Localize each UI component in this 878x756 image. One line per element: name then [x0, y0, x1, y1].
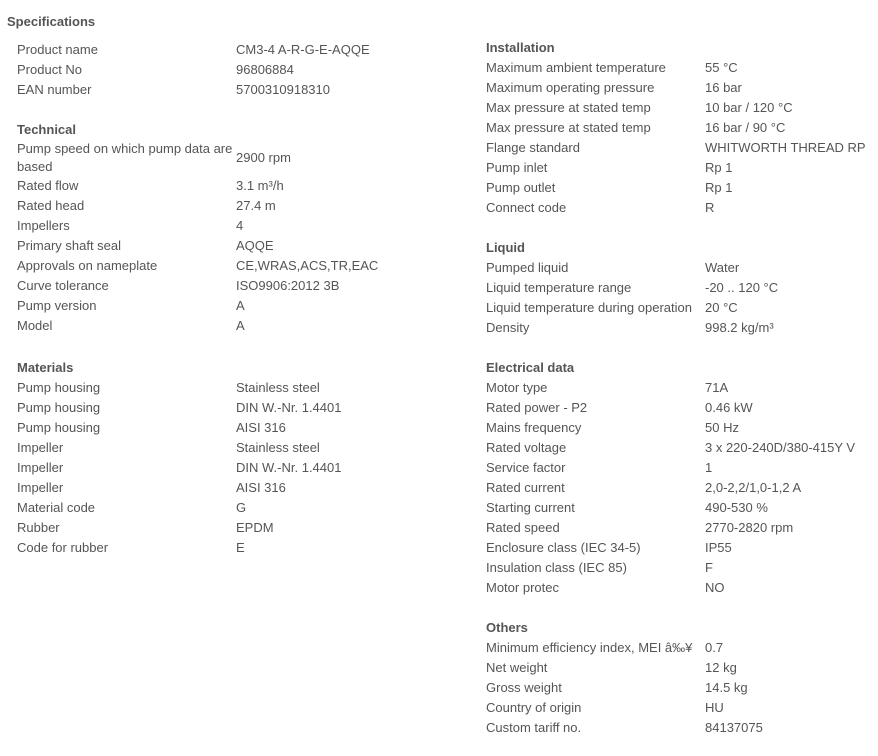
- spec-value: 1: [705, 460, 713, 475]
- spec-row: [486, 398, 876, 418]
- spec-row: [17, 216, 467, 236]
- spec-label: Impeller: [17, 440, 64, 455]
- spec-value: CE,WRAS,ACS,TR,EAC: [236, 258, 379, 273]
- section-title-liquid: Liquid: [486, 240, 525, 255]
- spec-row: [17, 296, 467, 316]
- spec-label: EAN number: [17, 82, 92, 97]
- spec-label: Net weight: [486, 660, 548, 675]
- spec-value: 10 bar / 120 °C: [705, 100, 793, 115]
- spec-label: Liquid temperature range: [486, 280, 632, 295]
- spec-label: Gross weight: [486, 680, 562, 695]
- spec-value: -20 .. 120 °C: [705, 280, 779, 295]
- spec-value: 16 bar: [705, 80, 742, 95]
- spec-row: [486, 698, 876, 718]
- spec-row: [486, 78, 876, 98]
- spec-value: Water: [705, 260, 740, 275]
- spec-label: Enclosure class (IEC 34-5): [486, 540, 641, 555]
- spec-table-materials: [17, 378, 467, 558]
- spec-table-electrical: [486, 378, 876, 598]
- spec-value: 3 x 220-240D/380-415Y V: [705, 440, 856, 455]
- spec-label: Primary shaft seal: [17, 238, 122, 253]
- spec-label: Material code: [17, 500, 96, 515]
- spec-row: [486, 458, 876, 478]
- spec-row: [486, 418, 876, 438]
- spec-row: [17, 236, 467, 256]
- spec-value: 14.5 kg: [705, 680, 748, 695]
- spec-row: [486, 198, 876, 218]
- section-materials: [17, 358, 467, 558]
- spec-label: Pumped liquid: [486, 260, 569, 275]
- spec-row: [17, 80, 467, 100]
- spec-row: [17, 478, 467, 498]
- spec-value: G: [236, 500, 247, 515]
- spec-row: [486, 258, 876, 278]
- spec-row: [17, 316, 467, 336]
- spec-label: Service factor: [486, 460, 566, 475]
- spec-value: ISO9906:2012 3B: [236, 278, 340, 293]
- section-title-electrical: Electrical data: [486, 360, 575, 375]
- spec-label: Pump housing: [17, 400, 101, 415]
- spec-label: Minimum efficiency index, MEI â‰¥: [486, 640, 693, 655]
- section-title-others: Others: [486, 620, 528, 635]
- spec-label: Pump version: [17, 298, 97, 313]
- spec-label: Curve tolerance: [17, 278, 109, 293]
- spec-row: [17, 518, 467, 538]
- spec-row: [486, 298, 876, 318]
- spec-label: Rated voltage: [486, 440, 567, 455]
- spec-label: Motor protec: [486, 580, 559, 595]
- spec-value: Rp 1: [705, 180, 733, 195]
- section-title-technical: Technical: [17, 122, 77, 137]
- spec-row: [17, 256, 467, 276]
- spec-table-liquid: [486, 258, 876, 338]
- spec-label: Rated flow: [17, 178, 79, 193]
- spec-row: [486, 518, 876, 538]
- spec-row: [17, 176, 467, 196]
- spec-table-installation: [486, 58, 876, 218]
- section-general: [17, 40, 467, 100]
- spec-value: Stainless steel: [236, 440, 320, 455]
- spec-label: Starting current: [486, 500, 575, 515]
- spec-label: Pump housing: [17, 420, 101, 435]
- spec-value: WHITWORTH THREAD RP: [705, 140, 866, 155]
- spec-value: 998.2 kg/m³: [705, 320, 774, 335]
- spec-label: Pump inlet: [486, 160, 548, 175]
- spec-value: E: [236, 540, 245, 555]
- spec-label: Impeller: [17, 460, 64, 475]
- spec-label: Max pressure at stated temp: [486, 120, 651, 135]
- spec-value: A: [236, 298, 245, 313]
- spec-label: Maximum operating pressure: [486, 80, 655, 95]
- spec-value: 12 kg: [705, 660, 737, 675]
- section-electrical: [486, 358, 876, 598]
- section-title-installation: Installation: [486, 40, 555, 55]
- spec-row: [17, 60, 467, 80]
- spec-value: 2900 rpm: [236, 150, 291, 165]
- spec-row: [486, 638, 876, 658]
- spec-value: AISI 316: [236, 480, 286, 495]
- spec-value: DIN W.-Nr. 1.4401: [236, 400, 342, 415]
- spec-value: 0.46 kW: [705, 400, 753, 415]
- spec-value: F: [705, 560, 713, 575]
- spec-label: Max pressure at stated temp: [486, 100, 651, 115]
- spec-label: Pump outlet: [486, 180, 556, 195]
- section-others: [486, 618, 876, 738]
- spec-row: [486, 658, 876, 678]
- spec-label: Impellers: [17, 218, 70, 233]
- spec-label: Density: [486, 320, 530, 335]
- spec-value: 0.7: [705, 640, 724, 655]
- spec-value: 2770-2820 rpm: [705, 520, 794, 535]
- spec-row: [486, 378, 876, 398]
- spec-row: [486, 718, 876, 738]
- spec-value: 50 Hz: [705, 420, 739, 435]
- spec-label: Maximum ambient temperature: [486, 60, 666, 75]
- spec-label: Rated current: [486, 480, 565, 495]
- section-technical: [17, 120, 467, 336]
- spec-row: [17, 378, 467, 398]
- spec-label: Mains frequency: [486, 420, 582, 435]
- spec-value: 5700310918310: [236, 82, 330, 97]
- spec-value: CM3-4 A-R-G-E-AQQE: [236, 42, 370, 57]
- spec-value: 2,0-2,2/1,0-1,2 A: [705, 480, 802, 495]
- spec-value: 490-530 %: [705, 500, 768, 515]
- spec-value: AISI 316: [236, 420, 286, 435]
- spec-row: [17, 498, 467, 518]
- spec-row: [486, 58, 876, 78]
- spec-label: Liquid temperature during operation: [486, 300, 692, 315]
- spec-value: DIN W.-Nr. 1.4401: [236, 460, 342, 475]
- spec-row: [486, 478, 876, 498]
- spec-row: [17, 418, 467, 438]
- spec-table-general: [17, 40, 467, 100]
- spec-row: [17, 196, 467, 216]
- spec-value: 27.4 m: [236, 198, 276, 213]
- spec-label: Custom tariff no.: [486, 720, 582, 735]
- spec-row: [486, 438, 876, 458]
- spec-value: 3.1 m³/h: [236, 178, 284, 193]
- spec-label: Motor type: [486, 380, 548, 395]
- section-title-materials: Materials: [17, 360, 74, 375]
- spec-row: [17, 40, 467, 60]
- spec-table-others: [486, 638, 876, 738]
- spec-row: [17, 140, 467, 176]
- spec-value: NO: [705, 580, 725, 595]
- spec-value: R: [705, 200, 715, 215]
- section-liquid: [486, 238, 876, 338]
- spec-row: [486, 98, 876, 118]
- spec-value: Stainless steel: [236, 380, 320, 395]
- spec-value: Rp 1: [705, 160, 733, 175]
- spec-value: 84137075: [705, 720, 763, 735]
- spec-label: Insulation class (IEC 85): [486, 560, 627, 575]
- spec-value: 16 bar / 90 °C: [705, 120, 786, 135]
- spec-value: EPDM: [236, 520, 274, 535]
- spec-label: Flange standard: [486, 140, 580, 155]
- spec-label: Product No: [17, 62, 83, 77]
- spec-label: Code for rubber: [17, 540, 109, 555]
- spec-value: IP55: [705, 540, 732, 555]
- spec-value: 55 °C: [705, 60, 738, 75]
- section-installation: [486, 38, 876, 218]
- spec-label: Connect code: [486, 200, 567, 215]
- spec-label: Model: [17, 318, 53, 333]
- spec-row: [486, 578, 876, 598]
- spec-label: Product name: [17, 42, 98, 57]
- spec-label: Country of origin: [486, 700, 582, 715]
- spec-label: Approvals on nameplate: [17, 258, 158, 273]
- spec-row: [486, 498, 876, 518]
- spec-row: [17, 276, 467, 296]
- spec-row: [486, 138, 876, 158]
- spec-row: [17, 438, 467, 458]
- spec-row: [17, 458, 467, 478]
- spec-value: HU: [705, 700, 724, 715]
- spec-value: 96806884: [236, 62, 294, 77]
- spec-row: [486, 158, 876, 178]
- spec-value: AQQE: [236, 238, 274, 253]
- spec-row: [486, 178, 876, 198]
- spec-label: Rubber: [17, 520, 60, 535]
- spec-row: [486, 278, 876, 298]
- spec-label: Rated power - P2: [486, 400, 588, 415]
- spec-label: Rated speed: [486, 520, 560, 535]
- spec-value: 20 °C: [705, 300, 738, 315]
- spec-table-technical: [17, 140, 467, 336]
- spec-row: [486, 678, 876, 698]
- spec-row: [486, 318, 876, 338]
- spec-value: 71A: [705, 380, 729, 395]
- spec-label: Rated head: [17, 198, 85, 213]
- spec-label: Pump speed on which pump data are based: [17, 141, 233, 174]
- spec-row: [486, 538, 876, 558]
- spec-value: A: [236, 318, 245, 333]
- spec-row: [17, 538, 467, 558]
- spec-row: [17, 398, 467, 418]
- spec-label: Impeller: [17, 480, 64, 495]
- spec-row: [486, 118, 876, 138]
- spec-value: 4: [236, 218, 244, 233]
- spec-label: Pump housing: [17, 380, 101, 395]
- page-title: Specifications: [7, 14, 96, 29]
- spec-row: [486, 558, 876, 578]
